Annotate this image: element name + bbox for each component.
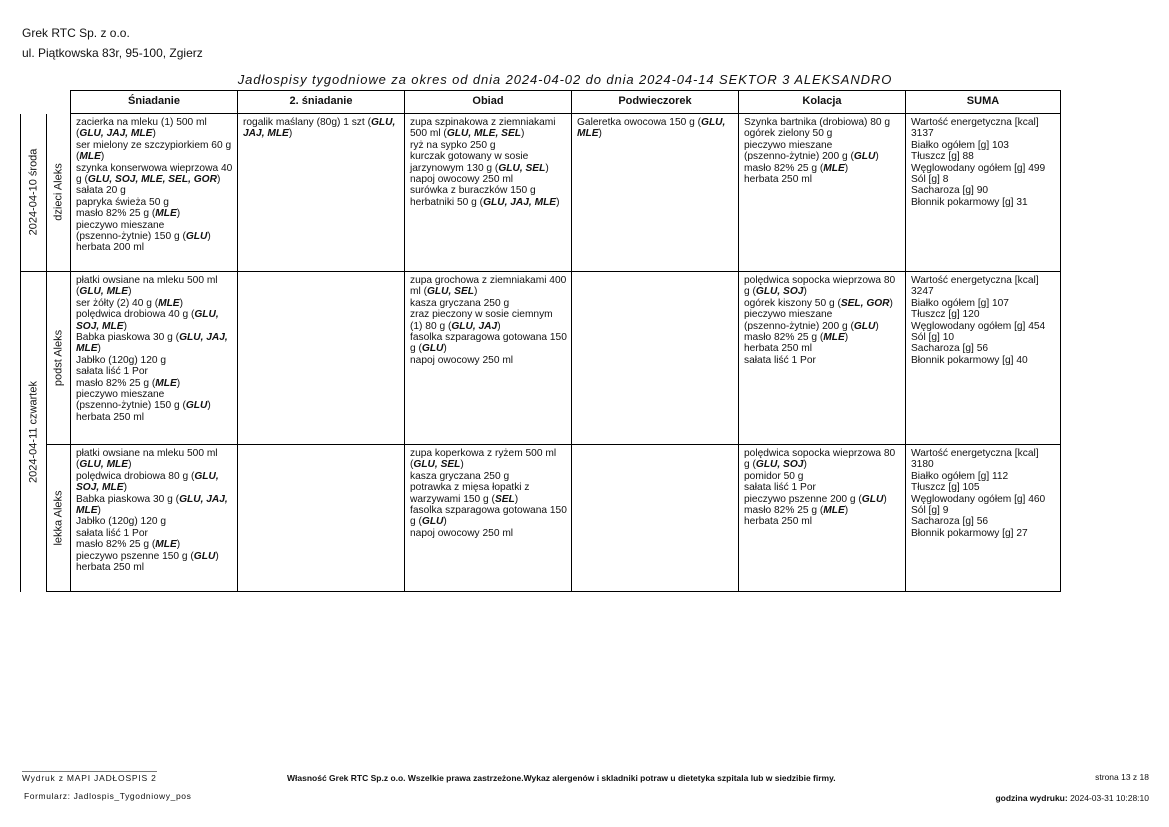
table-row xyxy=(21,272,1061,445)
menu-table xyxy=(20,90,1061,592)
diet-name-cell xyxy=(47,445,71,592)
diet-name-cell xyxy=(47,114,71,272)
footer-divider xyxy=(22,771,157,772)
header-row xyxy=(21,91,1061,114)
meal-cell: polędwica sopocka wieprzowa 80 g (GLU, SOJ) ogórek kiszony 50 g (SEL, GOR) pieczywo mieszane (pszenno-żytnie) 200 g (GLU) masło 82% 25 g (MLE) herbata 250 ml sałata liść 1 Por xyxy=(739,272,906,445)
summary-cell: Wartość energetyczna [kcal] 3247 Białko ogółem [g] 107 Tłuszcz [g] 120 Węglowodany ogółem [g] 454 Sól [g] 10 Sacharoza [g] 56 Błonnik pokarmowy [g] 40 xyxy=(906,272,1061,445)
meal-cell: Galeretka owocowa 150 g (GLU, MLE) xyxy=(572,114,739,272)
diet-name: lekka Aleks xyxy=(51,490,64,546)
table-row xyxy=(21,114,1061,272)
footer-form: Formularz: Jadlospis_Tygodniowy_pos xyxy=(24,791,192,801)
meal-cell: zupa grochowa z ziemniakami 400 ml (GLU, SEL) kasza gryczana 250 g zraz pieczony w sosie ciemnym (1) 80 g (GLU, JAJ) fasolka szparagowa gotowana 150 g (GLU) napoj owocowy 250 ml xyxy=(405,272,572,445)
summary-cell: Wartość energetyczna [kcal] 3180 Białko ogółem [g] 112 Tłuszcz [g] 105 Węglowodany ogółem [g] 460 Sól [g] 9 Sacharoza [g] 56 Błonnik pokarmowy [g] 27 xyxy=(906,445,1061,592)
meal-cell: zupa szpinakowa z ziemniakami 500 ml (GLU, MLE, SEL) ryż na sypko 250 g kurczak gotowany w sosie jarzynowym 130 g (GLU, SEL) napoj owocowy 250 ml surówka z buraczków 150 g herbatniki 50 g (GLU, JAJ, MLE) xyxy=(405,114,572,272)
meal-cell: rogalik maślany (80g) 1 szt (GLU, JAJ, MLE) xyxy=(238,114,405,272)
print-time-value: 2024-03-31 10:28:10 xyxy=(1070,793,1149,803)
company-address: ul. Piątkowska 83r, 95-100, Zgierz xyxy=(22,46,203,60)
diet-name-cell xyxy=(47,272,71,445)
print-time-label: godzina wydruku: xyxy=(995,793,1068,803)
column-header: 2. śniadanie xyxy=(238,91,405,114)
meal-cell xyxy=(572,272,739,445)
column-header: SUMA xyxy=(906,91,1061,114)
meal-cell xyxy=(238,445,405,592)
meal-cell: zacierka na mleku (1) 500 ml (GLU, JAJ, MLE) ser mielony ze szczypiorkiem 60 g (MLE) szynka konserwowa wieprzowa 40 g (GLU, SOJ, MLE, SEL, GOR) sałata 20 g papryka świeża 50 g masło 82% 25 g (MLE) pieczywo mieszane (pszenno-żytnie) 150 g (GLU) herbata 200 ml xyxy=(71,114,238,272)
meal-cell: Szynka bartnika (drobiowa) 80 g ogórek zielony 50 g pieczywo mieszane (pszenno-żytnie) 200 g (GLU) masło 82% 25 g (MLE) herbata 250 ml xyxy=(739,114,906,272)
footer-printout: Wydruk z MAPI JADŁOSPIS 2 xyxy=(22,773,157,783)
company-header xyxy=(22,23,203,63)
column-header: Obiad xyxy=(405,91,572,114)
meal-cell: polędwica sopocka wieprzowa 80 g (GLU, SOJ) pomidor 50 g sałata liść 1 Por pieczywo pszenne 200 g (GLU) masło 82% 25 g (MLE) herbata 250 ml xyxy=(739,445,906,592)
diet-name: podst Aleks xyxy=(51,329,64,387)
day-date-cell xyxy=(21,272,47,592)
meal-cell xyxy=(238,272,405,445)
report-title: Jadłospisy tygodniowe za okres od dnia 2024-04-02 do dnia 2024-04-14 SEKTOR 3 ALEKSANDRO xyxy=(237,72,893,87)
meal-cell: zupa koperkowa z ryżem 500 ml (GLU, SEL) kasza gryczana 250 g potrawka z mięsa łopatki z warzywami 150 g (SEL) fasolka szparagowa gotowana 150 g (GLU) napoj owocowy 250 ml xyxy=(405,445,572,592)
column-header: Podwieczorek xyxy=(572,91,739,114)
print-timestamp xyxy=(995,793,1149,803)
company-name: Grek RTC Sp. z o.o. xyxy=(22,26,130,40)
column-header: Kolacja xyxy=(739,91,906,114)
column-header: Śniadanie xyxy=(71,91,238,114)
page-number: strona 13 z 18 xyxy=(1095,772,1149,782)
day-date: 2024-04-11 czwartek xyxy=(26,380,39,483)
meal-cell xyxy=(572,445,739,592)
diet-name: dzieci Aleks xyxy=(51,163,64,221)
table-row xyxy=(21,445,1061,592)
header-blank xyxy=(47,91,71,114)
day-date: 2024-04-10 środa xyxy=(26,148,39,236)
day-date-cell xyxy=(21,114,47,272)
meal-cell: płatki owsiane na mleku 500 ml (GLU, MLE) ser żółty (2) 40 g (MLE) polędwica drobiowa 40 g (GLU, SOJ, MLE) Babka piaskowa 30 g (GLU, JAJ, MLE) Jabłko (120g) 120 g sałata liść 1 Por masło 82% 25 g (MLE) pieczywo mieszane (pszenno-żytnie) 150 g (GLU) herbata 250 ml xyxy=(71,272,238,445)
summary-cell: Wartość energetyczna [kcal] 3137 Białko ogółem [g] 103 Tłuszcz [g] 88 Węglowodany ogółem [g] 499 Sól [g] 8 Sacharoza [g] 90 Błonnik pokarmowy [g] 31 xyxy=(906,114,1061,272)
meal-cell: płatki owsiane na mleku 500 ml (GLU, MLE) polędwica drobiowa 80 g (GLU, SOJ, MLE) Babka piaskowa 30 g (GLU, JAJ, MLE) Jabłko (120g) 120 g sałata liść 1 Por masło 82% 25 g (MLE) pieczywo pszenne 150 g (GLU) herbata 250 ml xyxy=(71,445,238,592)
footer-copyright: Własność Grek RTC Sp.z o.o. Wszelkie prawa zastrzeżone.Wykaz alergenów i skladniki potraw u dietetyka szpitala lub w siedzibie firmy. xyxy=(287,773,836,783)
header-blank xyxy=(21,91,47,114)
